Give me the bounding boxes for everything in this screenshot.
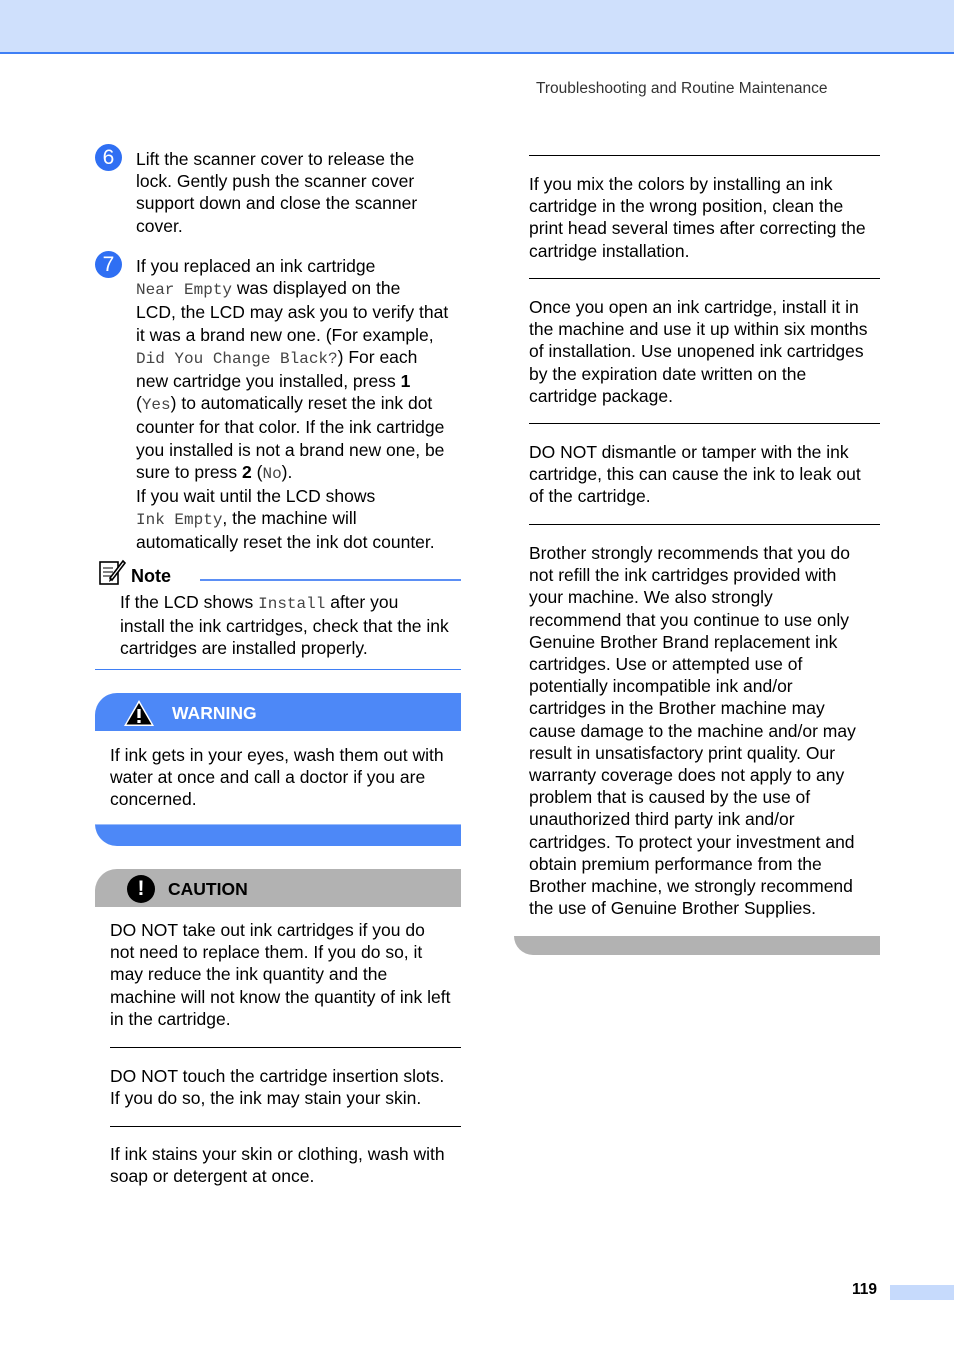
caution-line: cartridges in the Brother machine may	[529, 698, 825, 719]
caution-divider	[110, 1047, 461, 1048]
inline-text: , the machine will	[222, 508, 357, 529]
caution-line: cartridges. To protect your investment and	[529, 831, 855, 852]
note-label: Note	[131, 566, 171, 586]
key-label: 1	[400, 371, 411, 392]
caution-divider	[529, 524, 880, 525]
caution-line: recommend that you continue to use only	[529, 609, 850, 630]
caution-paragraph	[529, 441, 883, 508]
caution-line: your machine. We also strongly	[529, 587, 773, 608]
inline-text: ) For each	[337, 346, 418, 367]
caution-line: Brother strongly recommends that you do	[529, 543, 850, 563]
lcd-message: Near Empty	[136, 281, 233, 300]
caution-line: cartridge in the wrong position, clean the	[529, 196, 844, 217]
caution-line: If you do so, the ink may stain your skin.	[110, 1088, 422, 1109]
step-line: it was a brand new one. (For example,	[136, 324, 434, 345]
caution-line: of installation. Use unopened ink cartridges	[529, 341, 864, 362]
note-header	[96, 558, 461, 588]
caution-divider	[529, 278, 880, 279]
note-bottom-rule	[95, 669, 461, 670]
inline-text: was displayed on the	[232, 278, 401, 299]
step-7-badge: 7	[95, 251, 122, 278]
caution-line: print head several times after correcting the	[529, 218, 866, 239]
lcd-message: Yes	[141, 396, 171, 415]
caution-line: Brother machine, we strongly recommend	[529, 876, 853, 897]
caution-line: obtain premium performance from the	[529, 853, 822, 874]
caution-paragraph	[529, 173, 883, 262]
key-label: 2	[242, 461, 252, 482]
step-line: you installed is not a brand new one, be	[136, 439, 445, 460]
lcd-message: Ink Empty	[136, 511, 223, 530]
caution-line: in the cartridge.	[110, 1008, 231, 1029]
caution-line: potentially incompatible ink and/or	[529, 676, 793, 697]
warning-header	[95, 693, 461, 731]
caution-line: soap or detergent at once.	[110, 1166, 315, 1187]
caution-line: may reduce the ink quantity and the	[110, 964, 388, 985]
caution-paragraph	[529, 542, 883, 919]
caution-line: Genuine Brother Brand replacement ink	[529, 631, 838, 652]
caution-line: the use of Genuine Brother Supplies.	[529, 898, 816, 919]
step-line: counter for that color. If the ink cartridge	[136, 417, 445, 438]
caution-line: the machine and use it up within six months	[529, 319, 868, 340]
caution-divider	[529, 155, 880, 156]
page-tab-marker	[890, 1285, 954, 1300]
inline-text: ).	[281, 461, 293, 482]
caution-exclamation-icon: !	[127, 875, 155, 903]
warning-line: concerned.	[110, 789, 197, 810]
inline-text: If the LCD shows	[120, 592, 259, 612]
page-number: 119	[852, 1281, 878, 1298]
step-6-text	[136, 148, 466, 237]
step-line: If you wait until the LCD shows	[136, 486, 376, 507]
caution-line: unauthorized third party ink and/or	[529, 809, 795, 830]
caution-paragraph	[110, 1143, 464, 1187]
caution-line: by the expiration date written on the	[529, 363, 807, 384]
step-line: support down and close the scanner	[136, 193, 418, 214]
step-line: automatically reset the ink dot counter.	[136, 532, 435, 553]
inline-text: after you	[325, 592, 399, 612]
caution-divider	[110, 1126, 461, 1127]
caution-line: DO NOT take out ink cartridges if you do	[110, 920, 425, 940]
warning-body	[110, 744, 462, 811]
lcd-message: Install	[258, 595, 326, 613]
inline-text: new cartridge you installed, press	[136, 371, 401, 392]
note-line: cartridges are installed properly.	[120, 638, 368, 659]
caution-line: cartridge installation.	[529, 240, 690, 261]
step-line	[136, 277, 466, 301]
top-header-band	[0, 0, 954, 54]
step-line	[136, 346, 466, 370]
caution-paragraph	[110, 1065, 464, 1109]
caution-label: CAUTION	[168, 879, 248, 899]
inline-text: ) to automatically reset the ink dot	[170, 393, 433, 414]
step-line	[136, 392, 466, 416]
note-line: install the ink cartridges, check that the ink	[120, 616, 449, 637]
step-line: If you replaced an ink cartridge	[136, 256, 376, 276]
warning-end-bar	[95, 824, 461, 846]
caution-header	[95, 869, 461, 907]
inline-text: sure to press	[136, 461, 243, 482]
note-body	[120, 591, 465, 660]
note-line	[120, 591, 465, 615]
step-line	[136, 370, 466, 392]
step-line: LCD, the LCD may ask you to verify that	[136, 302, 449, 323]
step-line: lock. Gently push the scanner cover	[136, 171, 415, 192]
caution-line: not need to replace them. If you do so, it	[110, 942, 423, 963]
lcd-message: No	[262, 464, 282, 483]
caution-paragraph	[110, 919, 464, 1030]
caution-line: DO NOT dismantle or tamper with the ink	[529, 442, 849, 462]
inline-text: (	[136, 393, 142, 414]
caution-line: cartridge, this can cause the ink to leak out	[529, 464, 861, 485]
caution-line: problem that is caused by the use of	[529, 787, 811, 808]
step-7-text	[136, 255, 466, 554]
step-6-badge: 6	[95, 144, 122, 171]
caution-line: Once you open an ink cartridge, install it in	[529, 297, 859, 317]
inline-text: (	[251, 461, 263, 482]
caution-line: cartridges. Use or attempted use of	[529, 654, 803, 675]
step-line: Lift the scanner cover to release the	[136, 149, 415, 169]
step-line	[136, 461, 466, 485]
caution-line: result in unsatisfactory print quality. Our	[529, 742, 836, 763]
caution-line: If you mix the colors by installing an ink	[529, 174, 833, 194]
section-title: Troubleshooting and Routine Maintenance	[536, 80, 828, 97]
caution-line: machine will not know the quantity of ink left	[110, 986, 451, 1007]
warning-line: water at once and call a doctor if you are	[110, 767, 426, 788]
caution-paragraph	[529, 296, 883, 407]
lcd-message: Did You Change Black?	[136, 349, 338, 368]
warning-line: If ink gets in your eyes, wash them out with	[110, 745, 444, 765]
note-divider	[200, 579, 461, 581]
caution-line: cartridge package.	[529, 385, 673, 406]
warning-label: WARNING	[172, 703, 257, 723]
caution-line: warranty coverage does not apply to any	[529, 765, 845, 786]
step-line	[136, 507, 466, 531]
note-pencil-icon	[98, 558, 126, 586]
caution-line: not refill the ink cartridges provided with	[529, 565, 837, 586]
caution-end-bar	[514, 936, 880, 955]
caution-line: If ink stains your skin or clothing, wash with	[110, 1144, 445, 1164]
caution-divider	[529, 423, 880, 424]
warning-triangle-icon	[123, 699, 155, 727]
caution-line: cause damage to the machine and/or may	[529, 720, 856, 741]
caution-line: of the cartridge.	[529, 486, 651, 507]
step-line: cover.	[136, 215, 183, 236]
caution-line: DO NOT touch the cartridge insertion slots.	[110, 1066, 445, 1086]
